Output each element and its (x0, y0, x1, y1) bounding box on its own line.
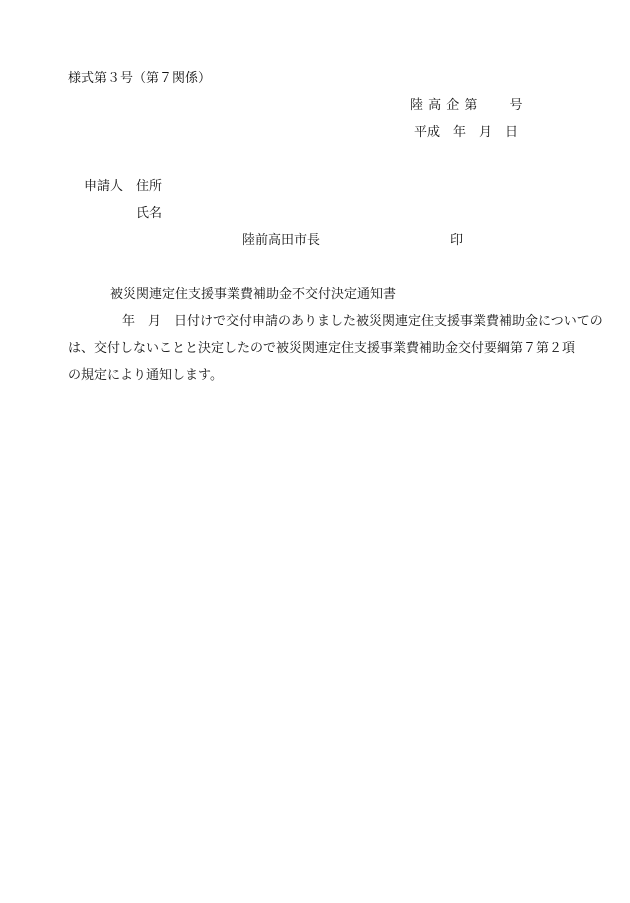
body-text-line: は、交付しないことと決定したので被災関連定住支援事業費補助金交付要綱第７第２項 (68, 341, 576, 356)
applicant-name-label: 氏名 (136, 206, 163, 221)
body-text-line: の規定により通知します。 (68, 368, 223, 383)
issuer-seal-line: 陸前高田市長 印 (242, 233, 464, 248)
document-date: 平成 年 月 日 (414, 125, 519, 140)
document-title: 被災関連定住支援事業費補助金不交付決定通知書 (110, 287, 397, 302)
form-number: 様式第３号（第７関係） (68, 71, 212, 86)
body-text-line: 年 月 日付けで交付申請のありました被災関連定住支援事業費補助金についての (122, 314, 603, 329)
applicant-address-label: 申請人 住所 (84, 179, 163, 194)
document-number: 陸 高 企 第 号 (410, 98, 524, 113)
